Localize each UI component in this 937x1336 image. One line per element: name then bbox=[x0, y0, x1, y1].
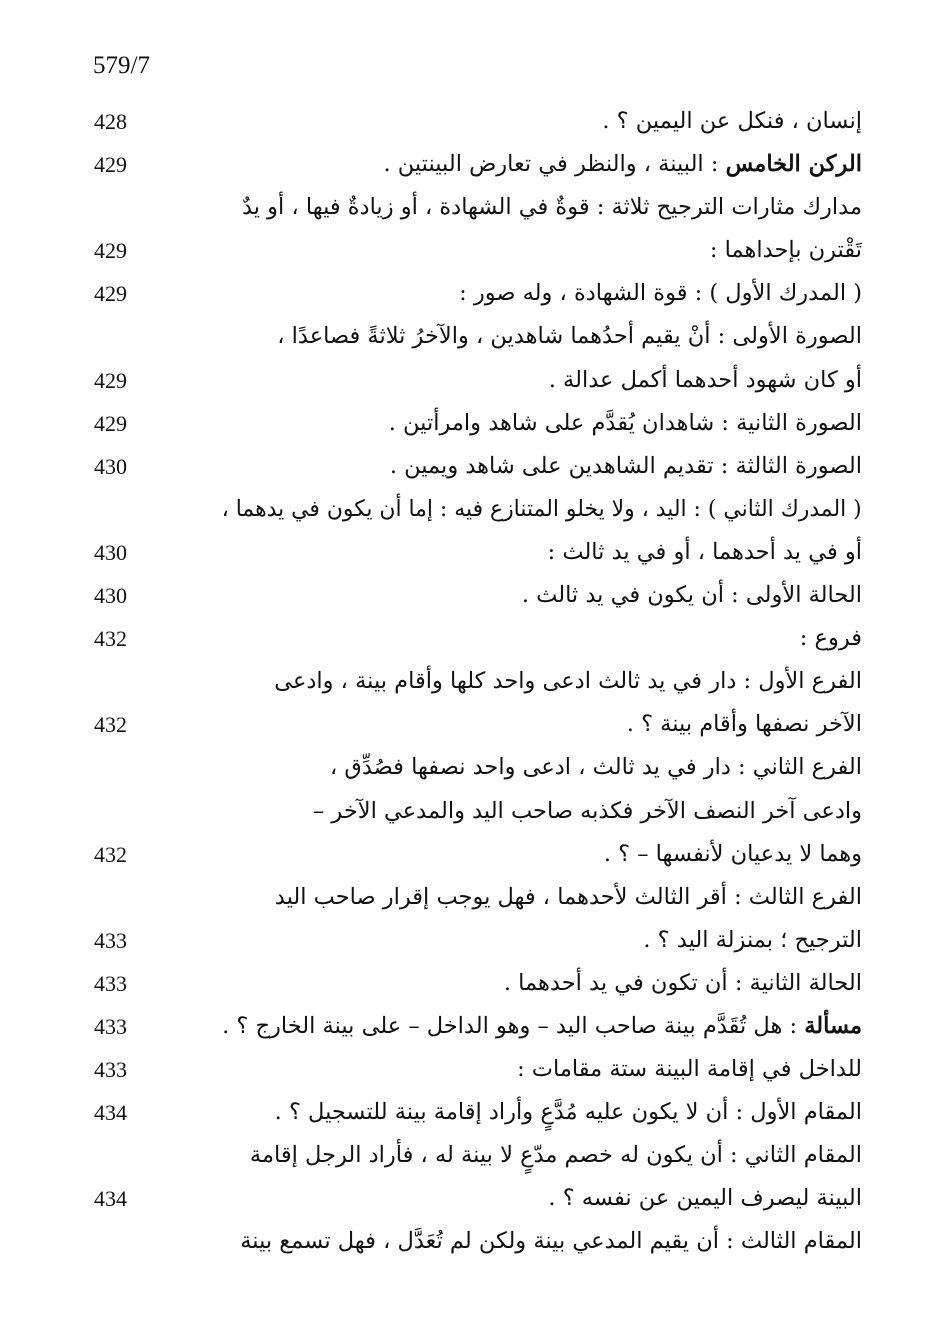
toc-heading: مسألة bbox=[804, 1012, 862, 1039]
toc-line-text bbox=[242, 186, 862, 229]
toc-line bbox=[90, 919, 862, 962]
toc-page-ref: 430 bbox=[94, 583, 127, 609]
toc-page-ref: 433 bbox=[94, 970, 127, 996]
toc-page-ref: 430 bbox=[94, 453, 127, 479]
toc-entry-text: الحالة الثانية : أن تكون في يد أحدهما . bbox=[503, 969, 862, 996]
toc-entry-text: الترجيح ؛ بمنزلة اليد ؟ . bbox=[643, 926, 862, 953]
toc-line bbox=[90, 574, 862, 617]
toc-line-text bbox=[240, 1220, 862, 1263]
toc-line-text bbox=[627, 703, 862, 746]
toc-page-ref: 430 bbox=[94, 539, 127, 565]
toc-entry-text: المقام الثالث : أن يقيم المدعي بينة ولكن لم تُعَدَّل ، فهل تسمع بينة bbox=[240, 1228, 862, 1255]
toc-line bbox=[90, 1134, 862, 1177]
toc-line bbox=[90, 1177, 862, 1220]
toc-entry-text: الحالة الأولى : أن يكون في يد ثالث . bbox=[521, 582, 862, 609]
toc-page-ref: 432 bbox=[94, 712, 127, 738]
toc-line bbox=[90, 617, 862, 660]
toc-line bbox=[90, 272, 862, 315]
toc-entry-text: فروع : bbox=[799, 625, 862, 652]
toc-entry-text: الفرع الثالث : أقر الثالث لأحدهما ، فهل يوجب إقرار صاحب اليد bbox=[274, 883, 862, 910]
toc-line-text bbox=[459, 272, 862, 315]
toc-entry-text: وهما لا يدعيان لأنفسها – ؟ . bbox=[603, 840, 862, 867]
toc-line-text bbox=[517, 1048, 862, 1091]
toc-page-ref: 429 bbox=[94, 281, 127, 307]
toc-line-text bbox=[330, 746, 862, 789]
toc-line bbox=[90, 1048, 862, 1091]
toc-heading: الركن الخامس bbox=[725, 151, 862, 178]
toc-line bbox=[90, 746, 862, 789]
toc-page-ref: 429 bbox=[94, 367, 127, 393]
toc-line-text bbox=[504, 962, 862, 1005]
toc-page-ref: 433 bbox=[94, 1057, 127, 1083]
toc-entry-text: الصورة الثانية : شاهدان يُقدَّم على شاهد وامرأتين . bbox=[388, 409, 862, 436]
toc-entry-text: المقام الأول : أن لا يكون عليه مُدَّعٍ وأراد إقامة بينة للتسجيل ؟ . bbox=[274, 1099, 862, 1126]
toc-page-ref: 433 bbox=[94, 1013, 127, 1039]
toc-entry-text: الصورة الثالثة : تقديم الشاهدين على شاهد ويمين . bbox=[389, 452, 862, 479]
toc-line-text bbox=[274, 660, 862, 703]
toc-line bbox=[90, 445, 862, 488]
toc-line-text bbox=[390, 445, 862, 488]
toc-entry-text: للداخل في إقامة البينة ستة مقامات : bbox=[517, 1056, 862, 1083]
toc-line-text bbox=[710, 229, 862, 272]
toc-line bbox=[90, 1005, 862, 1048]
toc-entry-text: الفرع الثاني : دار في يد ثالث ، ادعى واحد نصفها فصُدِّق ، bbox=[329, 754, 862, 781]
toc-entry-text: الآخر نصفها وأقام بينة ؟ . bbox=[626, 711, 862, 738]
toc-entry-text: أو في يد أحدهما ، أو في يد ثالث : bbox=[547, 538, 862, 565]
toc-entry-text: : هل تُقَدَّم بينة صاحب اليد – وهو الداخل – على بينة الخارج ؟ . bbox=[222, 1012, 805, 1039]
toc-page-ref: 429 bbox=[94, 238, 127, 264]
toc-line-text bbox=[389, 402, 862, 445]
toc-line-text bbox=[548, 1177, 862, 1220]
page-number: 579/7 bbox=[93, 52, 150, 79]
toc-line-text bbox=[275, 1091, 862, 1134]
toc-line-text bbox=[250, 1134, 862, 1177]
toc-entry-text: الفرع الأول : دار في يد ثالث ادعى واحد كلها وأقام بينة ، وادعى bbox=[274, 668, 862, 695]
toc-line-text bbox=[643, 919, 862, 962]
table-of-contents bbox=[90, 100, 862, 1264]
toc-page-ref: 429 bbox=[94, 410, 127, 436]
toc-line bbox=[90, 315, 862, 358]
toc-entry-text: الصورة الأولى : أنْ يقيم أحدُهما شاهدين ، والآخرُ ثلاثةً فصاعدًا ، bbox=[277, 323, 862, 350]
toc-page-ref: 434 bbox=[94, 1100, 127, 1126]
toc-page-ref: 433 bbox=[94, 927, 127, 953]
toc-entry-text: البينة ليصرف اليمين عن نفسه ؟ . bbox=[548, 1185, 862, 1212]
toc-line-text bbox=[549, 359, 862, 402]
toc-line bbox=[90, 229, 862, 272]
toc-line bbox=[90, 143, 862, 186]
toc-line bbox=[90, 100, 862, 143]
toc-line bbox=[90, 790, 862, 833]
toc-line-text bbox=[522, 574, 862, 617]
toc-line bbox=[90, 962, 862, 1005]
toc-page-ref: 434 bbox=[94, 1186, 127, 1212]
toc-line bbox=[90, 1091, 862, 1134]
toc-line-text bbox=[222, 1005, 862, 1048]
toc-line bbox=[90, 703, 862, 746]
toc-page-ref: 429 bbox=[94, 152, 127, 178]
toc-line bbox=[90, 402, 862, 445]
toc-line bbox=[90, 488, 862, 531]
toc-line bbox=[90, 359, 862, 402]
toc-line-text bbox=[602, 100, 862, 143]
toc-entry-text: المقام الثاني : أن يكون له خصم مدّعٍ لا بينة له ، فأراد الرجل إقامة bbox=[249, 1142, 862, 1169]
toc-line-text bbox=[222, 488, 862, 531]
toc-line-text bbox=[383, 143, 862, 186]
toc-line bbox=[90, 186, 862, 229]
toc-line-text bbox=[604, 833, 862, 876]
toc-line bbox=[90, 876, 862, 919]
toc-line bbox=[90, 1220, 862, 1263]
toc-entry-text: ( المدرك الثاني ) : اليد ، ولا يخلو المتنازع فيه : إما أن يكون في يدهما ، bbox=[222, 495, 862, 522]
toc-page-ref: 432 bbox=[94, 841, 127, 867]
toc-line bbox=[90, 660, 862, 703]
toc-line-text bbox=[313, 790, 862, 833]
toc-entry-text: مدارك مثارات الترجيح ثلاثة : قوةٌ في الشهادة ، أو زيادةٌ فيها ، أو يدٌ bbox=[241, 194, 862, 221]
toc-entry-text: أو كان شهود أحدهما أكمل عدالة . bbox=[548, 366, 862, 393]
toc-entry-text: تَقْترن بإحداهما : bbox=[709, 237, 862, 264]
toc-entry-text: وادعى آخر النصف الآخر فكذبه صاحب اليد والمدعي الآخر – bbox=[313, 797, 862, 824]
toc-line bbox=[90, 531, 862, 574]
toc-page-ref: 428 bbox=[94, 109, 127, 134]
toc-entry-text: إنسان ، فنكل عن اليمين ؟ . bbox=[602, 108, 862, 134]
toc-line-text bbox=[800, 617, 862, 660]
toc-entry-text: ( المدرك الأول ) : قوة الشهادة ، وله صور : bbox=[459, 280, 862, 307]
toc-line-text bbox=[548, 531, 862, 574]
toc-line bbox=[90, 833, 862, 876]
toc-line-text bbox=[277, 315, 862, 358]
toc-line-text bbox=[275, 876, 862, 919]
toc-entry-text: : البينة ، والنظر في تعارض البينتين . bbox=[383, 151, 726, 178]
toc-page-ref: 432 bbox=[94, 626, 127, 652]
